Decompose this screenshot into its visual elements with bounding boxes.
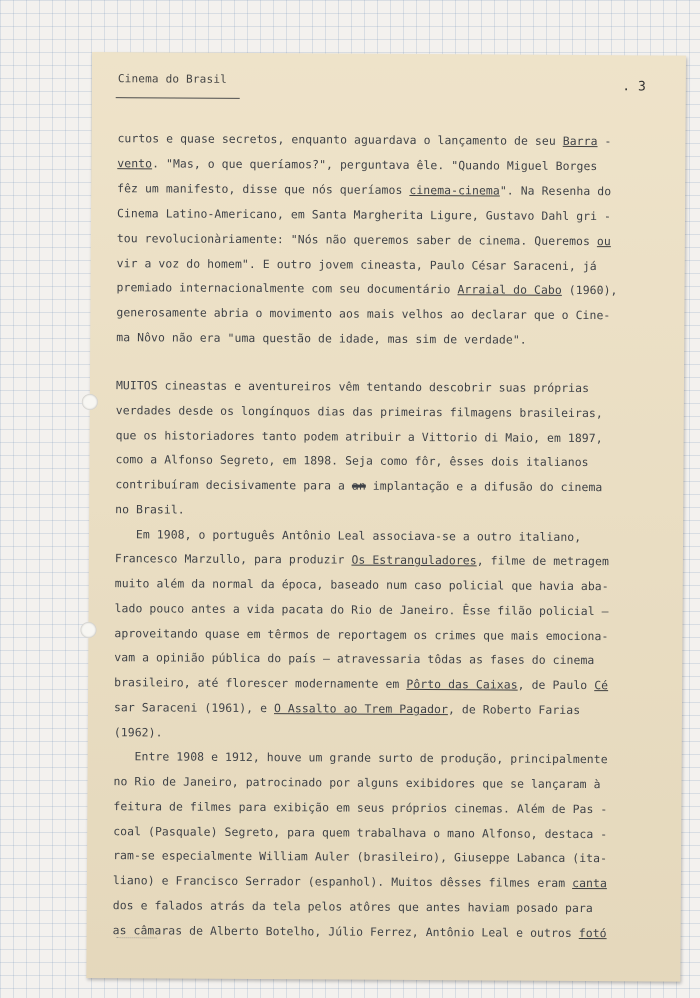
underlined-title: O Assalto ao Trem Pagador	[273, 700, 449, 716]
text-segment: coal (Pasquale) Segreto, para quem trabalhava o mano Alfonso, destaca -	[113, 823, 608, 841]
text-line	[116, 428, 603, 445]
text-line	[114, 749, 608, 766]
text-line	[116, 305, 610, 322]
text-line	[115, 601, 609, 618]
text-segment: (1960),	[561, 283, 618, 298]
text-segment: curtos e quase secretos, enquanto aguardava o lançamento de seu	[117, 131, 563, 148]
text-line	[114, 650, 594, 667]
text-segment: generosamente abria o movimento aos mais velhos ao declarar que o Cine-	[116, 305, 611, 323]
text-segment: (1962).	[113, 724, 163, 739]
text-segment: premiado internacionalmente com seu documentário	[116, 280, 458, 297]
text-segment: feitura de filmes para exibição em seus próprios cinemas. Além de Pas -	[113, 798, 608, 816]
text-line	[117, 281, 618, 298]
text-segment: , de Paulo	[517, 677, 595, 693]
text-line	[113, 848, 607, 865]
text-segment: Cinema Latino-Americano, em Santa Margherita Ligure, Gustavo Dahl gri -	[116, 205, 612, 223]
header-underline	[116, 97, 240, 99]
text-line	[115, 527, 581, 544]
underlined-title: Os Estranguladores	[351, 552, 477, 568]
text-line	[117, 206, 611, 223]
text-segment: dos e falados atrás da tela pelos atôres que antes haviam posado para	[112, 897, 593, 915]
text-segment: -	[597, 134, 612, 149]
text-segment: fêz um manifesto, disse que nós queríamos	[117, 180, 410, 197]
text-line	[115, 576, 609, 593]
text-segment: aproveitando quase em têrmos de reportagem os crimes que mais emociona-	[114, 625, 609, 643]
text-segment: , filme de metragem	[476, 553, 609, 569]
typed-page	[86, 52, 686, 982]
text-line	[113, 824, 607, 841]
text-segment: Francesco Marzullo, para produzir	[114, 551, 352, 567]
text-segment: vam a opinião pública do país — atravessaria tôdas as fases do cinema	[114, 650, 595, 668]
running-header-title: Cinema do Brasil	[117, 72, 228, 86]
text-line	[114, 626, 608, 643]
text-segment: ma Nôvo não era "uma questão de idade, mas sim de verdade".	[116, 330, 527, 347]
text-line	[117, 156, 597, 173]
text-line	[113, 923, 607, 940]
text-segment: que os historiadores tanto podem atribuir a Vittorio di Maio, em 1897,	[115, 427, 603, 445]
text-segment: MUITOS cineastas e aventureiros vêm tentando descobrir suas próprias	[115, 378, 590, 396]
underlined-title: Cé	[594, 678, 609, 693]
pencil-mark	[117, 937, 157, 944]
text-segment: ". Na Resenha do	[499, 183, 612, 198]
text-segment: sar Saraceni (1961), e	[113, 699, 275, 715]
text-line	[113, 799, 607, 816]
text-segment: ram-se especialmente William Auler (brasileiro), Giuseppe Labanca (ita-	[113, 848, 608, 866]
text-segment: muito além da normal da época, baseado num caso policial que havia aba-	[114, 576, 609, 594]
text-line	[115, 477, 602, 494]
text-segment: no Rio de Janeiro, patrocinado por alguns exibidores que se lançaram à	[113, 774, 601, 792]
text-segment: Entre 1908 e 1912, houve um grande surto de produção, principalmente	[113, 749, 608, 767]
text-line	[116, 378, 589, 395]
text-line	[113, 898, 593, 915]
text-line	[115, 502, 185, 516]
text-segment: no Brasil.	[115, 501, 185, 517]
text-line	[114, 725, 163, 739]
underlined-title: Barra	[562, 133, 598, 149]
text-segment: implantação e a difusão do cinema	[365, 478, 603, 495]
text-segment: lado pouco antes a vida pacata do Rio de Janeiro. Êsse filão policial —	[114, 600, 609, 618]
text-line	[115, 551, 609, 568]
text-segment: tou revolucionàriamente: "Nós não queremos saber de cinema. Queremos	[116, 230, 597, 248]
text-line	[117, 131, 611, 148]
text-segment: contribuíram decisivamente para a	[115, 477, 352, 493]
underlined-title: cinema-cinema	[409, 182, 500, 198]
text-segment: . "Mas, o que queríamos?", perguntava êle. "Quando Miguel Borges	[152, 156, 598, 173]
text-line	[116, 403, 603, 420]
text-segment: , de Roberto Farias	[447, 701, 581, 717]
text-segment: brasileiro, até florescer modernamente em	[114, 675, 407, 691]
punch-hole	[80, 622, 96, 638]
struck-text: an	[351, 478, 366, 493]
text-line	[117, 231, 611, 248]
text-line	[117, 256, 597, 273]
text-segment: liano) e Francisco Serrador (espanhol). Muitos dêsses filmes eram	[112, 873, 573, 890]
text-segment: Em 1908, o português Antônio Leal associava-se a outro italiano,	[115, 526, 582, 544]
underlined-title: Arraial do Cabo	[457, 282, 562, 298]
underlined-title: canta	[572, 875, 607, 891]
underlined-title: Pôrto das Caixas	[406, 676, 518, 692]
underlined-title: ou	[596, 233, 611, 248]
text-line	[115, 452, 588, 469]
text-segment: como a Alfonso Segreto, em 1898. Seja como fôr, êsses dois italianos	[115, 452, 589, 470]
punch-hole	[82, 394, 98, 410]
text-line	[113, 873, 607, 890]
text-line	[117, 181, 611, 198]
text-line	[114, 675, 608, 692]
text-segment: as câmaras de Alberto Botelho, Júlio Ferrez, Antônio Leal e outros	[112, 922, 579, 940]
page-number: . 3	[622, 79, 646, 95]
text-line	[114, 700, 580, 717]
underlined-title: fotó	[578, 925, 607, 940]
text-segment: verdades desde os longínquos dias das primeiras filmagens brasileiras,	[115, 402, 603, 420]
text-segment: vir a voz do homem". E outro jovem cineasta, Paulo César Saraceni, já	[116, 255, 597, 273]
text-line	[116, 330, 527, 347]
text-line	[114, 774, 601, 791]
underlined-title: vento	[117, 156, 153, 171]
